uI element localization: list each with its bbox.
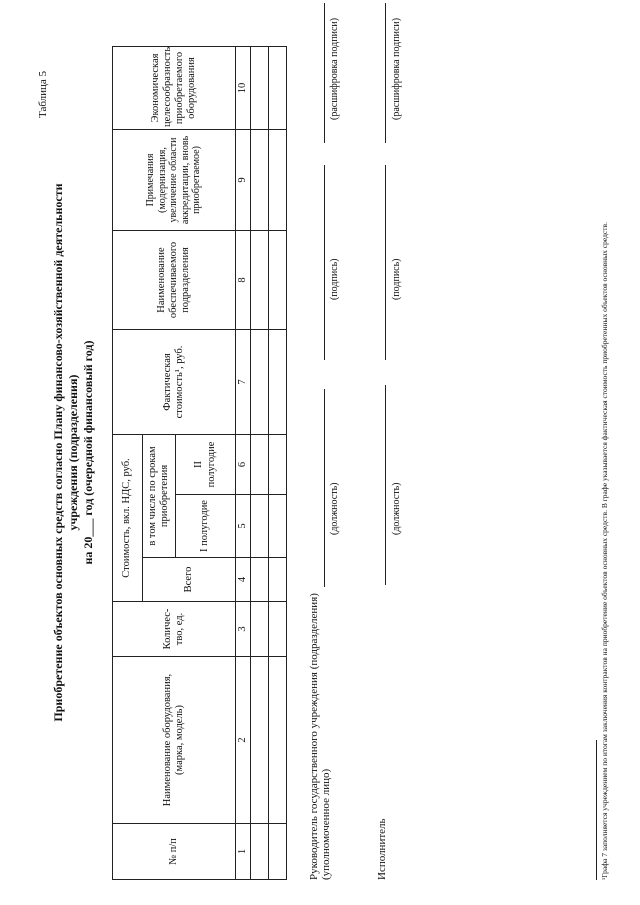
col-num: 8: [236, 230, 251, 329]
title-line-1: Приобретение объектов основных средств согласно Плану финансово-хозяйственной деятельности: [51, 183, 65, 722]
equipment-table: [112, 46, 287, 880]
col-num: 5: [236, 495, 251, 558]
table-label: Таблица 5: [37, 70, 49, 118]
footnote-separator: [596, 740, 597, 880]
header-half-1: I полугодие: [176, 495, 236, 558]
head-title-line-1: Руководитель государственного учреждения (подразделения): [308, 593, 320, 880]
col-num: 9: [236, 129, 251, 230]
header-cost: Стоимость, вкл. НДС, руб.: [113, 434, 143, 601]
head-title-line-2: (уполномоченное лицо): [320, 768, 332, 880]
head-decode-line: [324, 3, 325, 143]
title-line-3: на 20___ год (очередной финансовый год): [81, 340, 95, 565]
header-equipment-name: Наименование оборудования, (марка, модель): [113, 657, 236, 824]
col-num: 6: [236, 434, 251, 494]
table-row: [269, 46, 287, 879]
header-incl-terms: в том числе по срокам приобретения: [143, 434, 176, 557]
header-actual-cost: Фактическая стоимость¹, руб.: [113, 329, 236, 434]
executor-signature-caption: (подпись): [391, 258, 402, 300]
header-total: Всего: [143, 558, 236, 602]
col-num: 10: [236, 46, 251, 129]
col-num: 7: [236, 329, 251, 434]
column-number-row: [236, 46, 251, 879]
col-num: 2: [236, 657, 251, 824]
head-signature-line: [324, 165, 325, 360]
executor-position-caption: (должность): [391, 482, 402, 535]
executor-signature-line: [385, 165, 386, 360]
header-half-2: II полугодие: [176, 434, 236, 494]
head-signature-caption: (подпись): [329, 258, 340, 300]
executor-decode-line: [385, 3, 386, 143]
footnote: ¹Графа 7 заполняется учреждением по итогам заключения контрактов на приобретение объектов основных средств. В графе указывается фактическая стоимость приобретенных объектов основных средств.: [600, 222, 609, 880]
title-line-2: учреждения (подразделения): [66, 374, 80, 531]
header-quantity: Количес-тво, ед.: [113, 602, 236, 657]
col-num: 3: [236, 602, 251, 657]
header-notes: Примечания (модернизация, увеличение области аккредитации, вновь приобретаемое): [113, 129, 236, 230]
table-row: [251, 46, 269, 879]
header-department: Наименование обеспечиваемого подразделения: [113, 230, 236, 329]
col-num: 1: [236, 824, 251, 880]
col-num: 4: [236, 558, 251, 602]
executor-position-line: [385, 385, 386, 585]
header-num: № п/п: [113, 824, 236, 880]
header-economic-feasibility: Экономическая целесообразность приобретаемого оборудования: [113, 46, 236, 129]
head-decode-caption: (расшифровка подписи): [329, 17, 340, 120]
head-position-caption: (должность): [329, 482, 340, 535]
executor-label: Исполнитель: [376, 818, 388, 880]
executor-decode-caption: (расшифровка подписи): [391, 17, 402, 120]
head-position-line: [324, 389, 325, 587]
